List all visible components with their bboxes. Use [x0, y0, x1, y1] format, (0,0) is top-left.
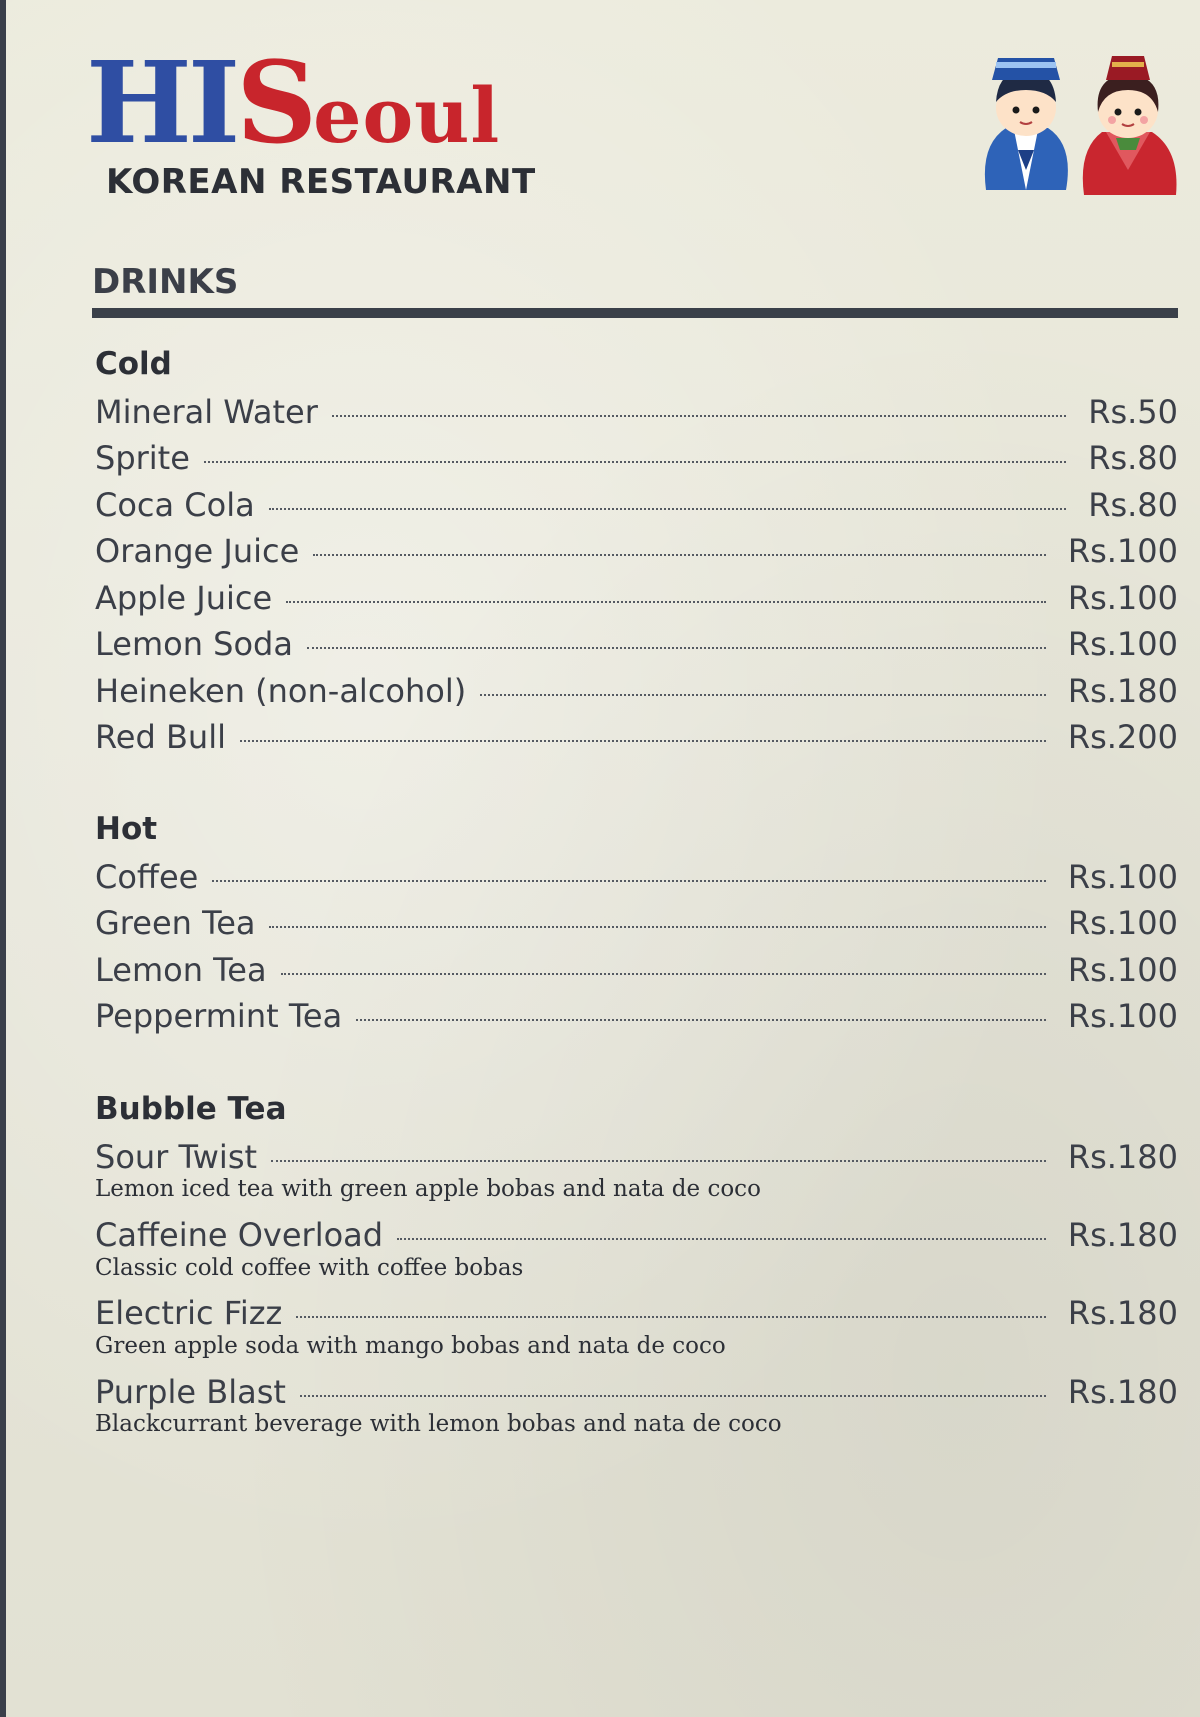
menu-item	[95, 1370, 1178, 1414]
item-name: Lemon Tea	[95, 951, 267, 989]
dot-leader	[356, 1019, 1046, 1021]
item-name: Mineral Water	[95, 393, 318, 431]
item-name: Orange Juice	[95, 532, 300, 570]
item-price: Rs.180	[1067, 1373, 1178, 1411]
item-name: Coca Cola	[95, 486, 255, 524]
item-price: Rs.80	[1088, 486, 1178, 524]
menu-item	[95, 669, 1178, 713]
restaurant-subtitle: KOREAN RESTAURANT	[106, 162, 536, 202]
item-description: Lemon iced tea with green apple bobas and nata de coco	[95, 1176, 761, 1202]
menu-item	[95, 715, 1178, 759]
dot-leader	[271, 1160, 1046, 1162]
dot-leader	[204, 461, 1066, 463]
item-price: Rs.180	[1067, 1138, 1178, 1176]
menu-item	[95, 483, 1178, 527]
dot-leader	[397, 1238, 1046, 1240]
logo-hi: HI	[86, 38, 237, 169]
item-name: Sprite	[95, 439, 190, 477]
item-name: Caffeine Overload	[95, 1216, 384, 1254]
menu-item	[95, 436, 1178, 480]
dot-leader	[281, 973, 1046, 975]
item-name: Red Bull	[95, 718, 226, 756]
item-price: Rs.180	[1067, 672, 1178, 710]
item-name: Green Tea	[95, 904, 256, 942]
item-price: Rs.100	[1067, 625, 1178, 663]
item-name: Peppermint Tea	[95, 997, 343, 1035]
item-price: Rs.180	[1067, 1216, 1178, 1254]
item-price: Rs.100	[1067, 951, 1178, 989]
menu-item	[95, 1135, 1178, 1179]
item-name: Lemon Soda	[95, 625, 293, 663]
menu-item	[95, 576, 1178, 620]
menu-item	[95, 901, 1178, 945]
dot-leader	[307, 647, 1046, 649]
item-name: Heineken (non-alcohol)	[95, 672, 467, 710]
dot-leader	[269, 508, 1066, 510]
dot-leader	[313, 554, 1046, 556]
menu-item	[95, 622, 1178, 666]
restaurant-logo	[86, 38, 501, 169]
item-price: Rs.200	[1067, 718, 1178, 756]
menu-page	[6, 0, 1200, 1717]
dot-leader	[286, 601, 1046, 603]
korean-boy-mascot-icon	[985, 58, 1068, 190]
group-title-hot: Hot	[95, 811, 158, 847]
item-description: Classic cold coffee with coffee bobas	[95, 1255, 524, 1281]
item-description: Green apple soda with mango bobas and nata de coco	[95, 1333, 726, 1359]
dot-leader	[300, 1395, 1046, 1397]
menu-item	[95, 1213, 1178, 1257]
menu-item	[95, 855, 1178, 899]
menu-item	[95, 994, 1178, 1038]
dot-leader	[332, 415, 1066, 417]
logo-eoul: eoul	[313, 71, 501, 160]
menu-item	[95, 1291, 1178, 1335]
group-title-bubble-tea: Bubble Tea	[95, 1091, 287, 1127]
item-price: Rs.100	[1067, 579, 1178, 617]
section-divider	[92, 308, 1178, 318]
dot-leader	[240, 740, 1046, 742]
dot-leader	[296, 1316, 1046, 1318]
item-name: Purple Blast	[95, 1373, 286, 1411]
group-title-cold: Cold	[95, 346, 172, 382]
menu-item	[95, 529, 1178, 573]
korean-girl-mascot-icon	[1083, 56, 1177, 195]
item-price: Rs.180	[1067, 1294, 1178, 1332]
item-price: Rs.100	[1067, 858, 1178, 896]
item-price: Rs.50	[1088, 393, 1178, 431]
item-price: Rs.100	[1067, 532, 1178, 570]
item-name: Electric Fizz	[95, 1294, 283, 1332]
item-price: Rs.100	[1067, 997, 1178, 1035]
menu-item	[95, 948, 1178, 992]
section-title-drinks: DRINKS	[92, 262, 239, 302]
item-description: Blackcurrant beverage with lemon bobas and nata de coco	[95, 1411, 782, 1437]
item-price: Rs.80	[1088, 439, 1178, 477]
dot-leader	[269, 926, 1045, 928]
menu-item	[95, 390, 1178, 434]
item-name: Apple Juice	[95, 579, 273, 617]
dot-leader	[212, 880, 1046, 882]
dot-leader	[480, 694, 1046, 696]
item-price: Rs.100	[1067, 904, 1178, 942]
item-name: Coffee	[95, 858, 199, 896]
logo-s: S	[236, 38, 314, 169]
mascots	[966, 50, 1188, 200]
item-name: Sour Twist	[95, 1138, 258, 1176]
